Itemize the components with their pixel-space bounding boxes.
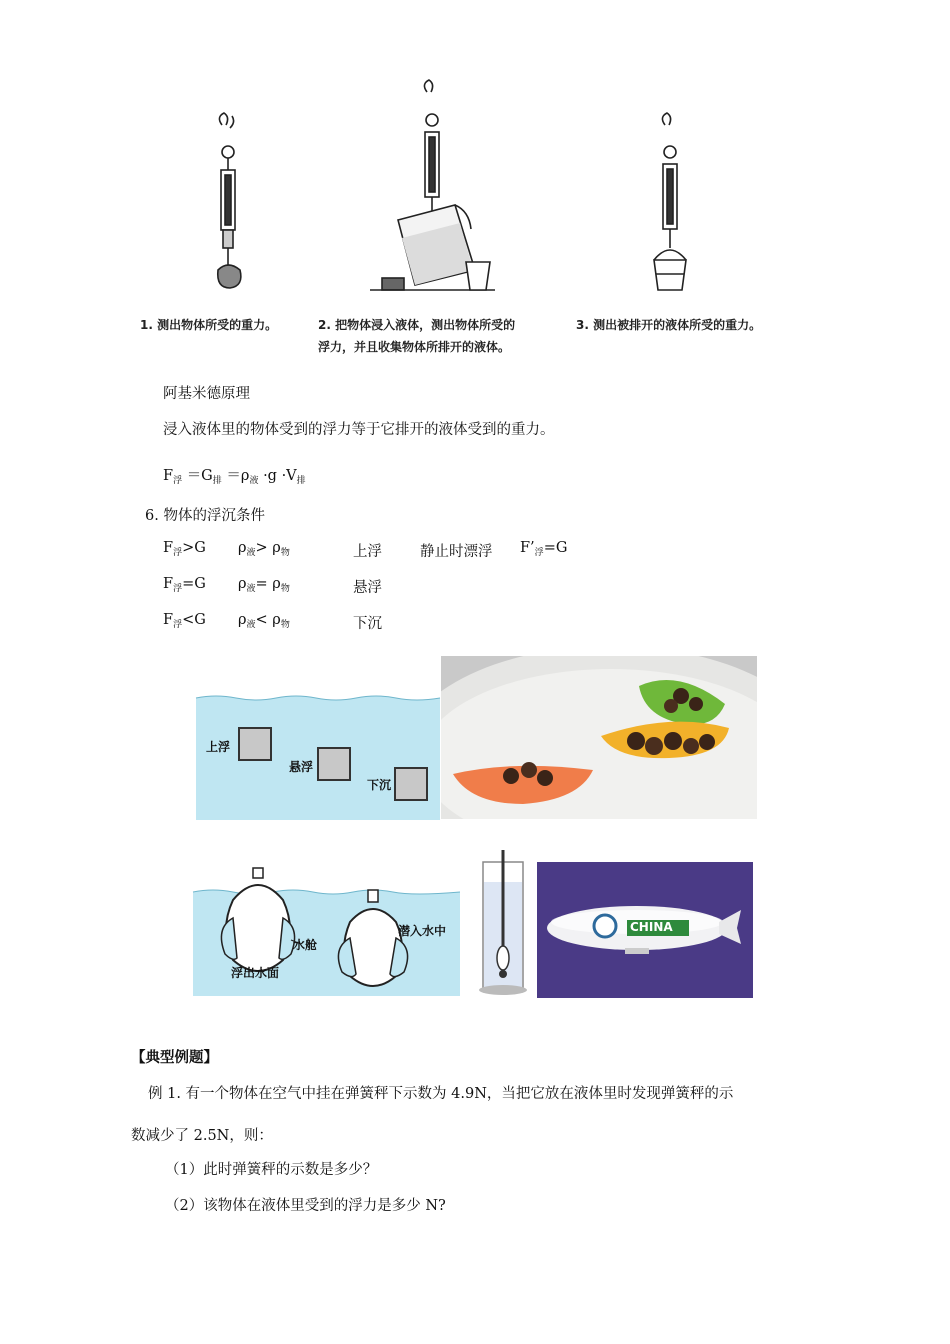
example-1-line-1: 例 1. 有一个物体在空气中挂在弹簧秤下示数为 4.9N，当把它放在液体里时发现弹簧秤的示 xyxy=(148,1086,734,1102)
question-2: （2）该物体在液体里受到的浮力是多少 N? xyxy=(165,1198,446,1214)
caption-step-3: 3. 测出被排开的液体所受的重力。 xyxy=(576,318,762,332)
archimedes-formula: $F_浮 =G_排 =\rho_液 \cdot g \cdot V_排$ xyxy=(163,468,306,486)
label-dive: 潜入水中 xyxy=(398,924,447,938)
water-tank xyxy=(196,680,440,820)
caption-step-2-line-1: 2. 把物体浸入液体，测出物体所受的 xyxy=(318,318,516,332)
float-sink-diagram xyxy=(196,680,440,820)
archimedes-statement: 浸入液体里的物体受到的浮力等于它排开的液体受到的重力。 xyxy=(163,422,555,438)
examples-heading: 【典型例题】 xyxy=(131,1050,218,1066)
label-tank: 水舱 xyxy=(293,938,318,952)
archimedes-title: 阿基米德原理 xyxy=(163,386,250,402)
submarine-diagram xyxy=(193,858,460,996)
section-6-title: 6. 物体的浮沉条件 xyxy=(145,508,265,524)
airship-photo xyxy=(537,862,753,998)
spring-scale-illustrations xyxy=(130,80,820,310)
hydrometer-figure xyxy=(475,848,531,996)
example-1-line-2: 数减少了 2.5N，则： xyxy=(131,1128,273,1144)
hydrometer-drawing xyxy=(475,848,531,996)
label-surface: 浮出水面 xyxy=(231,966,280,980)
boats-illustration xyxy=(441,656,757,819)
scale-2 xyxy=(370,80,495,290)
floating-boats-photo xyxy=(441,656,757,819)
question-1: （1）此时弹簧秤的示数是多少？ xyxy=(165,1162,378,1178)
scale-3 xyxy=(654,113,686,290)
scale-1 xyxy=(218,113,241,288)
label-rise: 上浮 xyxy=(206,740,231,754)
label-suspend: 悬浮 xyxy=(289,760,314,774)
experiment-figure xyxy=(130,80,820,360)
caption-step-2-line-2: 浮力，并且收集物体所排开的液体。 xyxy=(318,340,511,354)
label-sink: 下沉 xyxy=(367,778,392,792)
airship-logo: CHINA xyxy=(630,920,673,934)
caption-step-1: 1. 测出物体所受的重力。 xyxy=(140,318,278,332)
